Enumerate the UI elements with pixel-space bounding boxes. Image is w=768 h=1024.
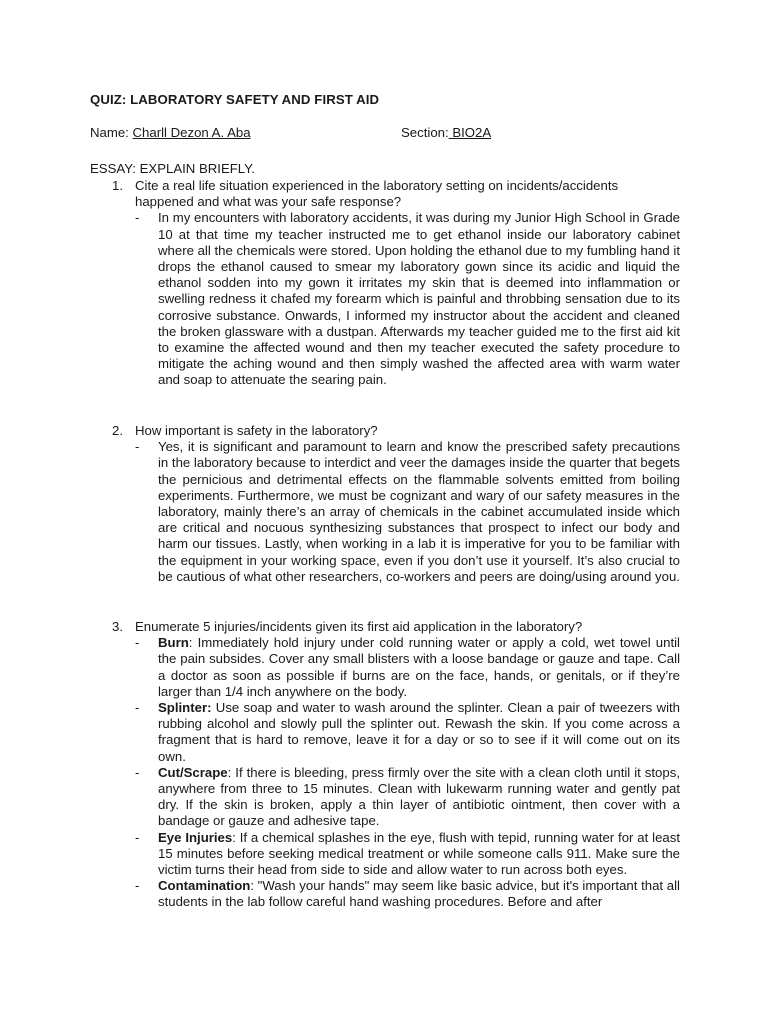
answer-term: Splinter: xyxy=(158,700,212,716)
name-section-line xyxy=(90,125,690,140)
dash-bullet: - xyxy=(135,439,140,455)
question-number: 3. xyxy=(112,619,123,634)
dash-bullet: - xyxy=(135,635,140,651)
question-text: Enumerate 5 injuries/incidents given its first aid application in the laboratory? xyxy=(135,619,583,634)
dash-bullet: - xyxy=(135,764,140,780)
answer-term: Eye Injuries xyxy=(158,829,233,845)
quiz-title: QUIZ: LABORATORY SAFETY AND FIRST AID xyxy=(90,92,380,107)
answer-list xyxy=(112,439,680,585)
answer-item-eye-injuries xyxy=(112,830,680,879)
name-label: Name: xyxy=(90,125,133,140)
answer-item-contamination xyxy=(112,878,680,910)
question-text: Cite a real life situation experienced in the laboratory setting on incidents/accidents happened and what was your safe response? xyxy=(135,178,619,210)
answer-list xyxy=(112,635,680,910)
question-1 xyxy=(112,178,680,389)
dash-bullet: - xyxy=(135,878,140,894)
name-value: Charll Dezon A. Aba xyxy=(132,125,251,140)
question-text: How important is safety in the laboratory? xyxy=(135,423,378,438)
dash-bullet: - xyxy=(135,829,140,845)
answer-item-splinter xyxy=(112,700,680,765)
answer-item xyxy=(112,439,680,585)
question-number: 2. xyxy=(112,423,123,438)
answer-term: Cut/Scrape xyxy=(158,764,228,780)
section-label: Section: xyxy=(401,125,449,140)
answer-list xyxy=(112,210,680,388)
answer-item xyxy=(112,210,680,388)
answer-text: : "Wash your hands" may seem like basic advice, but it's important that all students in the lab follow careful hand washing procedures. Before and after xyxy=(158,878,680,910)
answer-item-burn xyxy=(112,635,680,700)
section-value: BIO2A xyxy=(448,125,492,140)
answer-text: : If there is bleeding, press firmly over the site with a clean cloth until it stops, anywhere from three to 15 minutes. Clean with lukewarm running water and gently pat dry. If the skin is broken, apply a thin layer of antibiotic ointment, then cover with a bandage or gauze and adhesive tape. xyxy=(158,764,680,829)
section-field xyxy=(401,125,491,140)
dash-bullet: - xyxy=(135,210,140,226)
answer-text: Yes, it is significant and paramount to learn and know the prescribed safety precautions in the laboratory because to interdict and veer the damages inside the quarter that begets the pernicious and detrimental effects on the flammable solvents emitted from boiling experiments. Furthermore, we must be cognizant and wary of our safety measures in the laboratory, mainly there’s an array of chemicals in the cabinet accumulated inside which are critical and nocuous synthesizing substances that prospect to infect our body and harm our tissues. Lastly, when working in a lab it is imperative for you to be familiar with the equipment in your working space, even if you don’t use it yourself. It’s also crucial to be cautious of what other researchers, co-workers and peers are doing/using around you. xyxy=(158,439,680,584)
essay-heading: ESSAY: EXPLAIN BRIEFLY. xyxy=(90,161,255,176)
answer-text: : Immediately hold injury under cold running water or apply a cold, wet towel until the pain subsides. Cover any small blisters with a loose bandage or gauze and tape. Call a doctor as soon as possible if burns are on the face, hands, or genitals, or if they’re larger than 1/4 inch anywhere on the body. xyxy=(158,635,680,699)
answer-text: : If a chemical splashes in the eye, flush with tepid, running water for at least 15 minutes before seeking medical treatment or while someone calls 911. Make sure the victim turns their head from side to side and allow water to run across both eyes. xyxy=(158,829,680,878)
answer-term: Contamination xyxy=(158,878,251,894)
answer-term: Burn xyxy=(158,635,189,651)
question-3 xyxy=(112,619,680,911)
question-2 xyxy=(112,423,680,585)
question-number: 1. xyxy=(112,178,123,193)
dash-bullet: - xyxy=(135,700,140,716)
answer-text: In my encounters with laboratory accidents, it was during my Junior High School in Grade 10 at that time my teacher instructed me to get ethanol inside our laboratory cabinet where all the chemicals were stored. Upon holding the ethanol due to my fumbling hand it drops the ethanol caused to smear my laboratory gown since its acidic and liquid the ethanol sodden into my gown it irritates my skin that is deemed into inflammation or swelling redness it chafed my forearm which is painful and throbbing sensation due to its corrosive substance. Onwards, I informed my instructor about the accident and cleaned the broken glassware with a dustpan. Afterwards my teacher guided me to the first aid kit to examine the affected wound and then my teacher executed the safety procedure to mitigate the aching wound and then simply washed the affected area with warm water and soap to attenuate the searing pain. xyxy=(158,210,680,388)
answer-text: Use soap and water to wash around the splinter. Clean a pair of tweezers with rubbing alcohol and slowly pull the splinter out. Rewash the skin. If you come across a fragment that is hard to remove, leave it for a day or so to see if it will come out on its own. xyxy=(158,700,680,764)
answer-item-cut-scrape xyxy=(112,765,680,830)
